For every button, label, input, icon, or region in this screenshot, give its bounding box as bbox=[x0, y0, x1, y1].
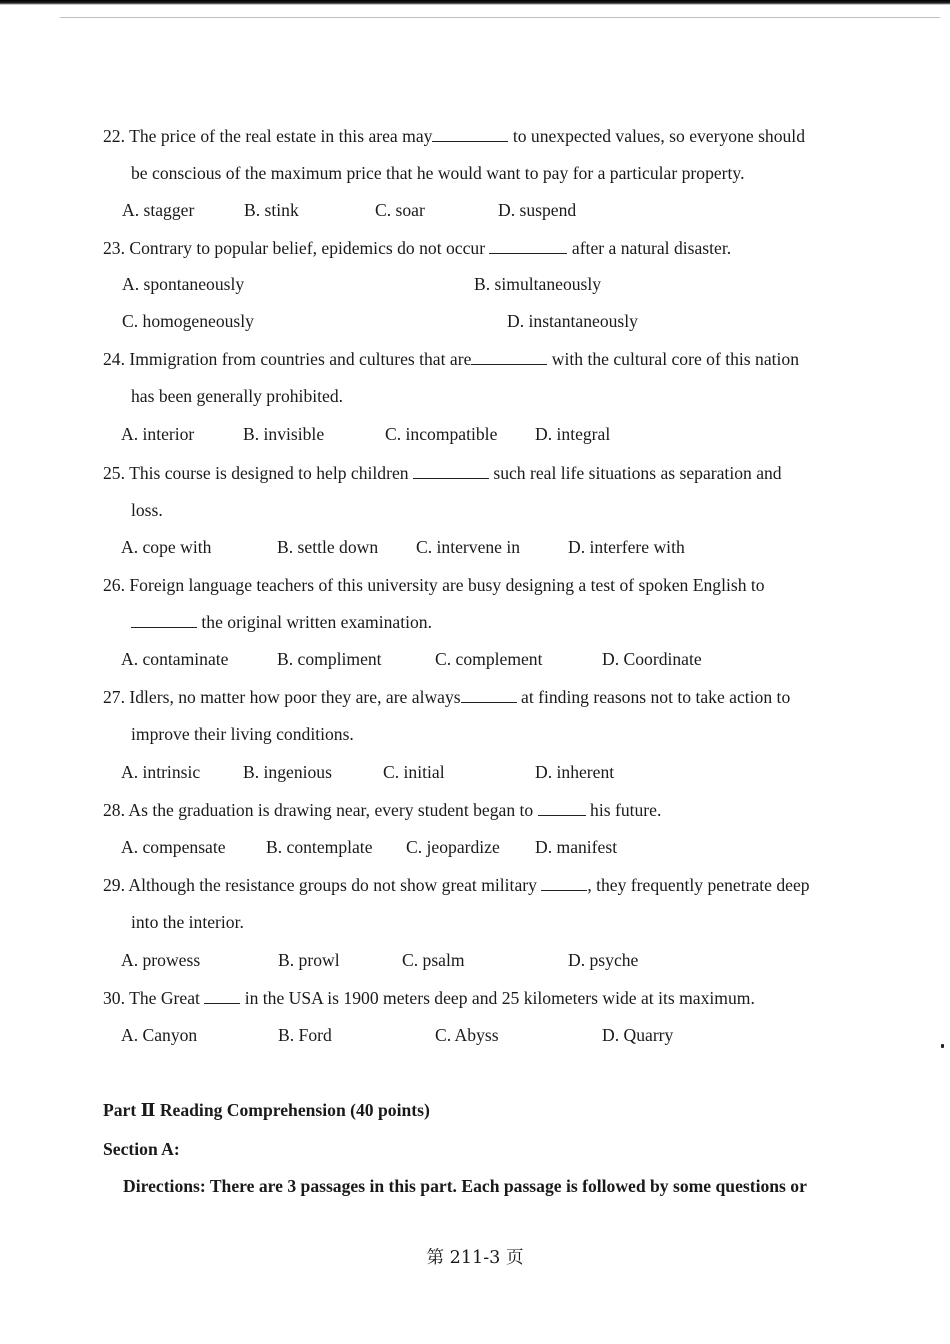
question-23-line-1: 23. Contrary to popular belief, epidemics do not occur after a natural disaster. bbox=[103, 238, 732, 258]
answer-blank bbox=[204, 988, 240, 1004]
option-d: D. instantaneously bbox=[507, 311, 638, 331]
option-d: D. psyche bbox=[568, 950, 639, 970]
option-c: C. incompatible bbox=[385, 424, 498, 444]
scan-rule bbox=[60, 17, 940, 18]
option-c: C. initial bbox=[383, 762, 445, 782]
option-c: C. intervene in bbox=[416, 537, 521, 557]
option-a: A. Canyon bbox=[121, 1025, 198, 1045]
directions-text: Directions: There are 3 passages in this part. Each passage is followed by some questions or bbox=[123, 1176, 807, 1196]
option-c: C. jeopardize bbox=[406, 837, 500, 857]
option-d: D. integral bbox=[535, 424, 611, 444]
option-c: C. homogeneously bbox=[122, 311, 254, 331]
option-a: A. interior bbox=[121, 424, 195, 444]
option-b: B. stink bbox=[244, 200, 299, 220]
option-a: A. contaminate bbox=[121, 649, 229, 669]
option-c: C. soar bbox=[375, 200, 425, 220]
answer-blank bbox=[461, 687, 517, 703]
option-a: A. cope with bbox=[121, 537, 212, 557]
question-26-line-2: the original written examination. bbox=[131, 611, 432, 633]
option-a: A. intrinsic bbox=[121, 762, 201, 782]
option-b: B. invisible bbox=[243, 424, 325, 444]
question-28-line-1: 28. As the graduation is drawing near, every student began to his future. bbox=[103, 800, 662, 820]
scan-speck bbox=[941, 1044, 944, 1048]
option-d: D. suspend bbox=[498, 200, 577, 220]
question-29-line-1: 29. Although the resistance groups do not show great military , they frequently penetrate deep bbox=[103, 875, 810, 895]
question-25-line-2: loss. bbox=[131, 500, 163, 520]
option-c: C. complement bbox=[435, 649, 543, 669]
option-a: A. prowess bbox=[121, 950, 201, 970]
question-27-line-2: improve their living conditions. bbox=[131, 724, 354, 744]
option-c: C. psalm bbox=[402, 950, 465, 970]
answer-blank bbox=[432, 126, 508, 142]
option-b: B. simultaneously bbox=[474, 274, 602, 294]
option-b: B. contemplate bbox=[266, 837, 373, 857]
question-24-line-2: has been generally prohibited. bbox=[131, 386, 344, 406]
question-26-line-1: 26. Foreign language teachers of this university are busy designing a test of spoken English to bbox=[103, 575, 765, 595]
option-b: B. settle down bbox=[277, 537, 379, 557]
scan-edge bbox=[0, 0, 950, 5]
answer-blank bbox=[541, 875, 587, 891]
answer-blank bbox=[413, 463, 489, 479]
option-d: D. manifest bbox=[535, 837, 618, 857]
question-22-line-2: be conscious of the maximum price that he would want to pay for a particular property. bbox=[131, 163, 745, 183]
answer-blank bbox=[131, 612, 197, 628]
answer-blank bbox=[538, 800, 586, 816]
question-30-line-1: 30. The Great in the USA is 1900 meters deep and 25 kilometers wide at its maximum. bbox=[103, 988, 755, 1008]
answer-blank bbox=[489, 238, 567, 254]
option-d: D. interfere with bbox=[568, 537, 685, 557]
question-24-line-1: 24. Immigration from countries and cultures that are with the cultural core of this nation bbox=[103, 349, 800, 369]
question-22-line-1: 22. The price of the real estate in this area may to unexpected values, so everyone should bbox=[103, 126, 805, 146]
question-25-line-1: 25. This course is designed to help children such real life situations as separation and bbox=[103, 463, 782, 483]
option-b: B. compliment bbox=[277, 649, 382, 669]
option-c: C. Abyss bbox=[435, 1025, 499, 1045]
option-d: D. inherent bbox=[535, 762, 615, 782]
answer-blank bbox=[471, 349, 547, 365]
section-heading: Section A: bbox=[103, 1139, 180, 1159]
option-a: A. spontaneously bbox=[122, 274, 245, 294]
option-a: A. stagger bbox=[122, 200, 195, 220]
option-d: D. Quarry bbox=[602, 1025, 674, 1045]
option-a: A. compensate bbox=[121, 837, 226, 857]
page-number: 第 211-3 页 bbox=[426, 1248, 524, 1268]
option-d: D. Coordinate bbox=[602, 649, 702, 669]
question-29-line-2: into the interior. bbox=[131, 912, 244, 932]
option-b: B. prowl bbox=[278, 950, 340, 970]
option-b: B. Ford bbox=[278, 1025, 332, 1045]
option-b: B. ingenious bbox=[243, 762, 332, 782]
question-27-line-1: 27. Idlers, no matter how poor they are, are always at finding reasons not to take action to bbox=[103, 687, 791, 707]
part-heading: Part Ⅱ Reading Comprehension (40 points) bbox=[103, 1100, 430, 1120]
